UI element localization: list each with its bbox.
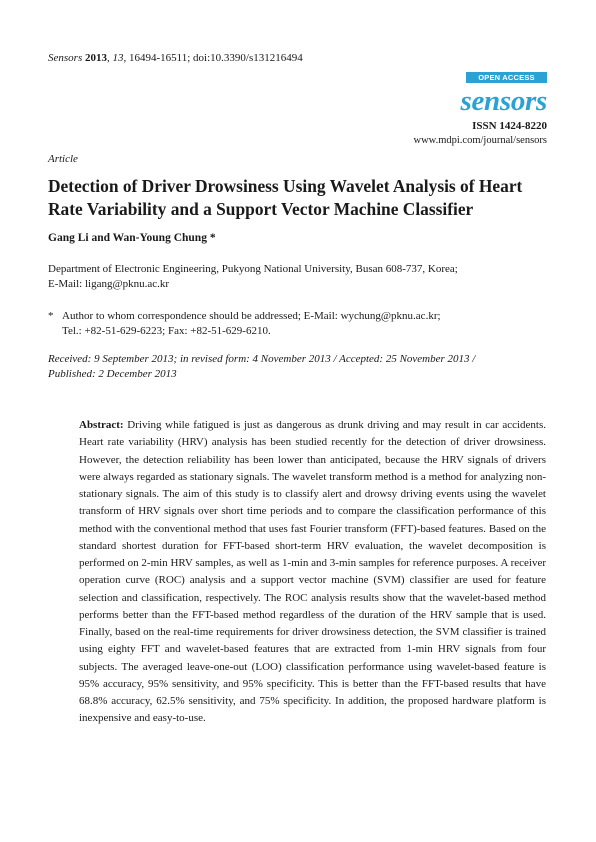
publication-dates [48, 352, 475, 382]
citation-line: Sensors 2013, 13, 16494-16511; doi:10.3390/s131216494 [48, 52, 303, 64]
affiliation-line: Department of Electronic Engineering, Pukyong National University, Busan 608-737, Korea; [48, 263, 458, 275]
abstract [79, 417, 546, 728]
citation-volume: 13 [112, 52, 124, 64]
authors: Gang Li and Wan-Young Chung * [48, 232, 216, 244]
dates-received: Received: 9 September 2013; in revised form: 4 November 2013 / Accepted: 25 November 2013 / [48, 353, 476, 365]
correspondence [48, 309, 441, 339]
citation-pages-doi: , 16494-16511; doi:10.3390/s131216494 [123, 52, 303, 64]
correspondence-line: Author to whom correspondence should be addressed; E-Mail: wychung@pknu.ac.kr; [62, 310, 441, 322]
affiliation [48, 262, 458, 292]
citation-year: 2013 [84, 52, 107, 64]
journal-logo: sensors [460, 85, 547, 117]
paper-title: Detection of Driver Drowsiness Using Wavelet Analysis of Heart Rate Variability and a Support Vector Machine Classifier [48, 176, 523, 219]
correspondence-marker: * [48, 310, 54, 322]
abstract-text: Driving while fatigued is just as dangerous as drunk driving and may result in car accidents. Heart rate variability (HRV) analysis has been studied recently for the detection of driver drowsiness. However, the detection reliability has been lower than anticipated, because the HRV signals of drivers were always regarded as stationary signals. The wavelet transform method is a method for analyzing non-stationary signals. The aim of this study is to classify alert and drowsy driving events using the wavelet transform of HRV signals over short time periods and to compare the classification performance of this method with the conventional method that uses fast Fourier transform (FFT)-based features. Based on the standard shortest duration for FFT-based short-term HRV evaluation, the wavelet decomposition is performed on 2-min HRV samples, as well as 1-min and 3-min samples for reference purposes. A receiver operation curve (ROC) analysis and a support vector machine (SVM) classifier are used for feature selection and classification, respectively. The ROC analysis results show that the wavelet-based method performs better than the FFT-based method regardless of the duration of the HRV sample that is used. Finally, based on the real-time requirements for driver drowsiness detection, the SVM classifier is trained using eighty FFT and wavelet-based features that are extracted from 1-min HRV signals from four subjects. The averaged leave-one-out (LOO) classification performance using wavelet-based feature is 95% accuracy, 95% sensitivity, and 95% specificity. This is better than the FFT-based results that have 68.8% accuracy, 62.5% sensitivity, and 75% specificity. In addition, the proposed hardware platform is inexpensive and easy-to-use. [79, 419, 546, 725]
affiliation-email: E-Mail: ligang@pknu.ac.kr [48, 278, 170, 290]
article-type: Article [48, 153, 78, 165]
journal-url[interactable]: www.mdpi.com/journal/sensors [413, 135, 547, 146]
abstract-label: Abstract: [79, 419, 124, 431]
issn: ISSN 1424-8220 [472, 120, 547, 132]
dates-published: Published: 2 December 2013 [48, 368, 177, 380]
correspondence-phone: Tel.: +82-51-629-6223; Fax: +82-51-629-6210. [62, 325, 271, 337]
open-access-badge: OPEN ACCESS [466, 72, 547, 83]
citation-journal: Sensors [48, 52, 83, 64]
